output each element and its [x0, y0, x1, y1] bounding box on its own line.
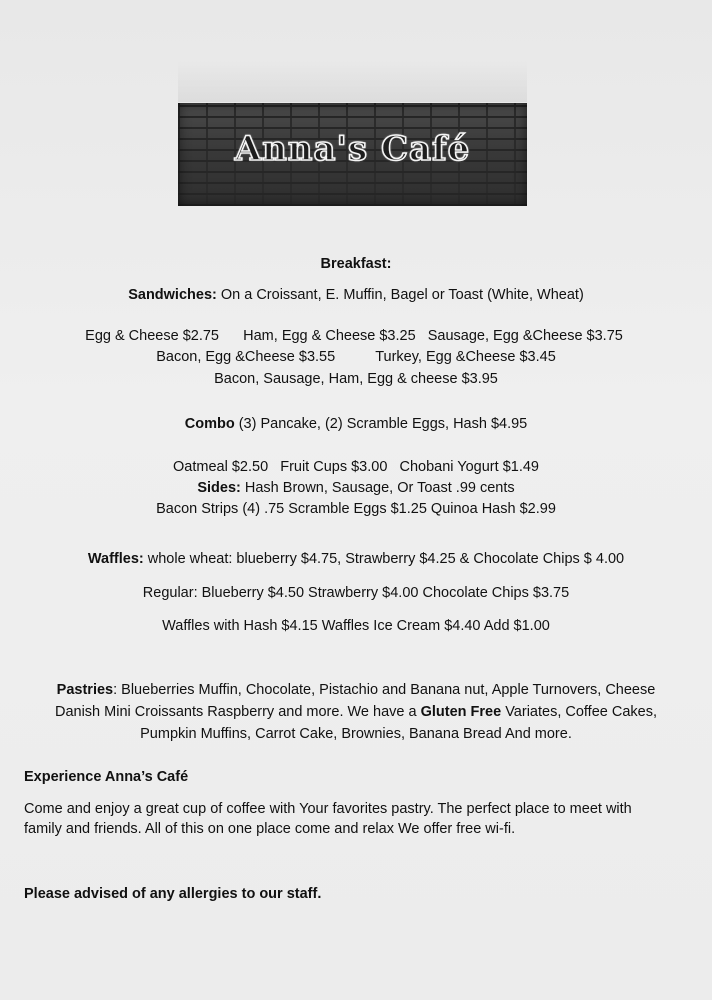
- combo-line: [0, 415, 712, 433]
- pastries-line-2: [0, 703, 712, 721]
- pastries-label: Pastries: [56, 682, 114, 698]
- sandwich-items-row-2: Bacon, Egg &Cheese $3.55 Turkey, Egg &Cheese $3.45: [156, 349, 556, 365]
- waffles-regular-line: Regular: Blueberry $4.50 Strawberry $4.00 Chocolate Chips $3.75: [142, 585, 570, 601]
- allergy-note-text: Please advised of any allergies to our staff.: [24, 886, 322, 902]
- breakfast-heading-text: Breakfast:: [320, 256, 392, 272]
- waffles-label: Waffles:: [87, 551, 144, 567]
- banner-shadow: [178, 60, 527, 102]
- waffles-extras-line: Waffles with Hash $4.15 Waffles Ice Cream $4.40 Add $1.00: [162, 618, 550, 634]
- sides-line: [0, 479, 712, 497]
- gluten-free-label: Gluten Free: [420, 704, 502, 720]
- sides-text: Hash Brown, Sausage, Or Toast .99 cents: [244, 480, 515, 496]
- sandwiches-label: Sandwiches:: [128, 287, 217, 303]
- sides-row-2: Bacon Strips (4) .75 Scramble Eggs $1.25 Quinoa Hash $2.99: [156, 501, 556, 517]
- experience-line-2: family and friends. All of this on one place come and relax We offer free wi-fi.: [24, 821, 516, 837]
- waffles-whole-wheat-line: [0, 550, 712, 568]
- combo-label: Combo: [184, 416, 235, 432]
- breakfast-heading: [0, 255, 712, 273]
- logo-banner: [178, 103, 527, 206]
- logo-text: Anna's Café: [234, 129, 471, 169]
- pastries-line-2-pre: Danish Mini Croissants Raspberry and more. We have a: [54, 704, 421, 720]
- sandwich-items-row-1: Egg & Cheese $2.75 Ham, Egg & Cheese $3.25 Sausage, Egg &Cheese $3.75: [85, 328, 623, 344]
- pastries-line-3: Pumpkin Muffins, Carrot Cake, Brownies, Banana Bread And more.: [140, 726, 572, 742]
- pastries-line-2-post: Variates, Coffee Cakes,: [501, 704, 657, 720]
- combo-text: (3) Pancake, (2) Scramble Eggs, Hash $4.95: [238, 416, 528, 432]
- sandwich-items-row-3: Bacon, Sausage, Ham, Egg & cheese $3.95: [214, 371, 498, 387]
- waffles-whole-wheat: whole wheat: blueberry $4.75, Strawberry $4.25 & Chocolate Chips $ 4.00: [147, 551, 625, 567]
- experience-heading-text: Experience Anna’s Café: [24, 769, 189, 785]
- extras-row: Oatmeal $2.50 Fruit Cups $3.00 Chobani Yogurt $1.49: [173, 459, 539, 475]
- experience-heading: [24, 768, 188, 786]
- experience-line-1: Come and enjoy a great cup of coffee with Your favorites pastry. The perfect place to meet with: [24, 801, 632, 817]
- sandwiches-line: [0, 286, 712, 304]
- sandwiches-text: On a Croissant, E. Muffin, Bagel or Toast (White, Wheat): [220, 287, 584, 303]
- sides-label: Sides:: [197, 480, 241, 496]
- allergy-note: [24, 885, 321, 903]
- pastries-line-1-text: : Blueberries Muffin, Chocolate, Pistachio and Banana nut, Apple Turnovers, Cheese: [113, 682, 656, 698]
- pastries-line-1: [0, 681, 712, 699]
